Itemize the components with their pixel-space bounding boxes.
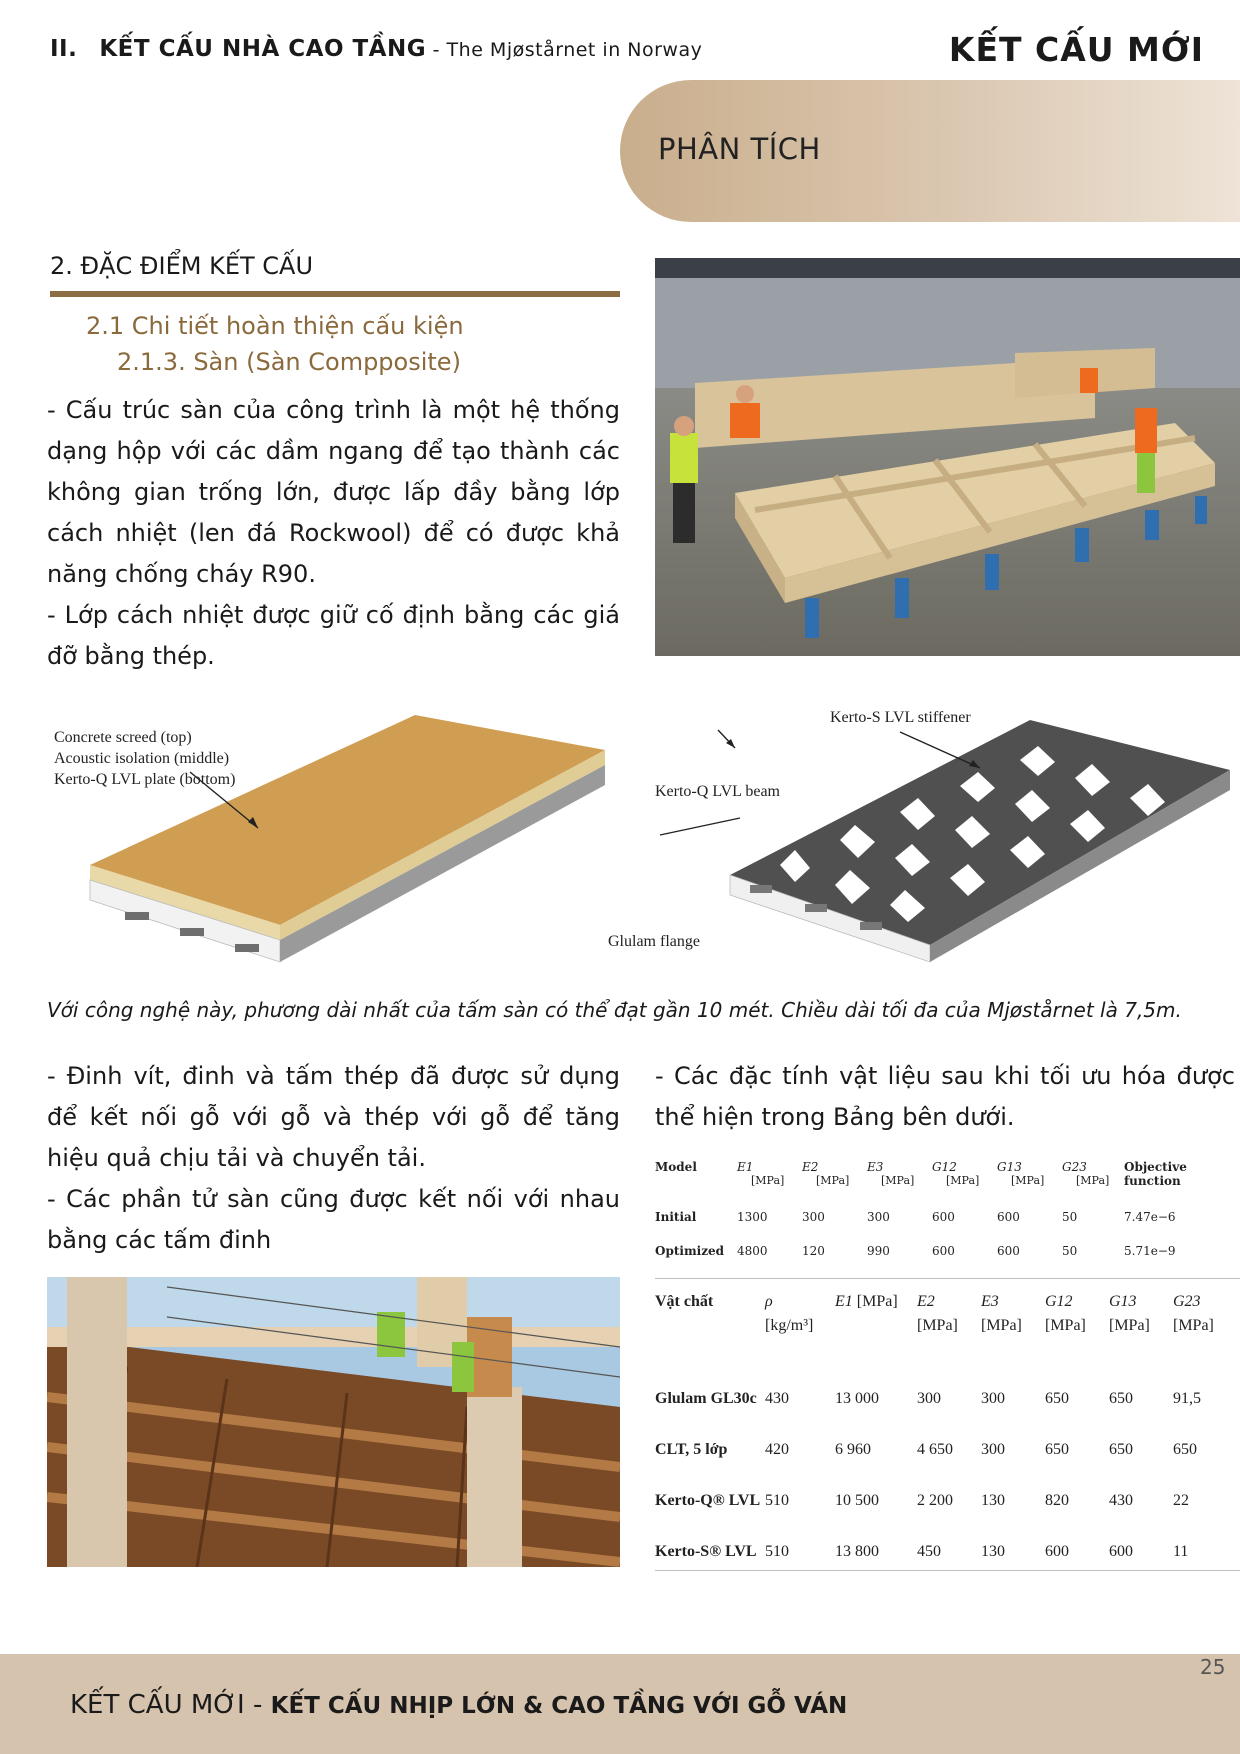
table-cell: 1300	[737, 1210, 768, 1224]
slab-frame-diagram	[600, 700, 1240, 980]
section-title: 2. ĐẶC ĐIỂM KẾT CẤU	[50, 252, 314, 280]
unit-label: [MPa]	[946, 1174, 980, 1187]
unit-label: [MPa]	[981, 1317, 1022, 1334]
table-cell: 430	[765, 1389, 789, 1407]
header-label: ρ	[765, 1293, 773, 1310]
table-cell: 50	[1062, 1210, 1078, 1224]
material-intro-text	[655, 1056, 1235, 1138]
header-label: E1	[737, 1160, 754, 1174]
banner-pill	[620, 80, 1240, 222]
factory-photo	[655, 258, 1240, 656]
row-label: Glulam GL30c	[655, 1389, 757, 1407]
unit-label: [MPa]	[1045, 1317, 1086, 1334]
table-row	[655, 1424, 1240, 1475]
table-cell: 650	[1109, 1440, 1133, 1458]
paragraph: - Đinh vít, đinh và tấm thép đã được sử dụng để kết nối gỗ với gỗ và thép với gỗ để tăng hiệu quả chịu tải và chuyển tải.	[47, 1062, 620, 1172]
table-cell: 2 200	[917, 1491, 953, 1509]
section-divider	[50, 291, 620, 297]
table-cell: 650	[1045, 1440, 1069, 1458]
unit-label: [MPa]	[856, 1293, 898, 1310]
slab-composite-diagram	[50, 700, 630, 980]
row-label: Optimized	[655, 1244, 725, 1258]
unit-label: [MPa]	[816, 1174, 850, 1187]
unit-label: [MPa]	[1173, 1317, 1214, 1334]
diagram-label-stiffener: Kerto-S LVL stiffener	[830, 709, 971, 726]
header-label: G12	[932, 1160, 957, 1174]
table-row	[655, 1475, 1240, 1526]
unit-label: [MPa]	[1011, 1174, 1045, 1187]
table-divider	[655, 1570, 1240, 1571]
table-cell: 4800	[737, 1244, 768, 1258]
section-number: II.	[50, 36, 78, 62]
column-header: Vật chất	[655, 1293, 714, 1310]
column-header	[932, 1160, 997, 1200]
footer-lead: KẾT CẤU MỚI -	[70, 1690, 271, 1720]
subsubsection-title: 2.1.3. Sàn (Sàn Compposite)	[117, 348, 461, 376]
header-label: G23	[1062, 1160, 1087, 1174]
table-cell: 4 650	[917, 1440, 953, 1458]
running-header	[50, 36, 702, 62]
table-cell: 130	[981, 1491, 1005, 1509]
footer-text	[70, 1690, 847, 1720]
header-label: E2	[917, 1293, 935, 1310]
table-cell: 10 500	[835, 1491, 879, 1509]
diagram-label-flange: Glulam flange	[608, 933, 700, 950]
section-header-title: KẾT CẤU NHÀ CAO TẦNG	[99, 36, 427, 62]
header-label: E3	[867, 1160, 884, 1174]
table-cell: 5.71e−9	[1124, 1244, 1176, 1258]
table-cell: 430	[1109, 1491, 1133, 1509]
table-cell: 300	[917, 1389, 941, 1407]
table-cell: 510	[765, 1491, 789, 1509]
table-cell: 11	[1173, 1542, 1189, 1560]
column-header	[835, 1285, 917, 1373]
table-cell: 130	[981, 1542, 1005, 1560]
unit-label: [MPa]	[1109, 1317, 1150, 1334]
table-header-row	[655, 1160, 1240, 1200]
table-cell: 650	[1045, 1389, 1069, 1407]
table-cell: 50	[1062, 1244, 1078, 1258]
table-row	[655, 1234, 1240, 1268]
header-label: G13	[1109, 1293, 1137, 1310]
banner-label: PHÂN TÍCH	[658, 132, 821, 166]
footer-bar	[0, 1654, 1240, 1754]
table-cell: 650	[1109, 1389, 1133, 1407]
table-cell: 450	[917, 1542, 941, 1560]
table-cell: 300	[981, 1440, 1005, 1458]
table-cell: 13 000	[835, 1389, 879, 1407]
table-cell: 300	[981, 1389, 1005, 1407]
material-properties-table	[655, 1285, 1240, 1577]
figure-caption: Với công nghệ này, phương dài nhất của tấm sàn có thể đạt gần 10 mét. Chiều dài tối đa của Mjøstårnet là 7,5m.	[47, 998, 1182, 1022]
column-header	[802, 1160, 867, 1200]
header-label: E1	[835, 1293, 853, 1310]
column-header	[917, 1285, 981, 1373]
footer-bold: KẾT CẤU NHỊP LỚN & CAO TẦNG VỚI GỖ VÁN	[270, 1693, 848, 1719]
row-label: CLT, 5 lớp	[655, 1440, 728, 1458]
column-header	[1173, 1285, 1240, 1373]
column-header	[997, 1160, 1062, 1200]
table-cell: 7.47e−6	[1124, 1210, 1176, 1224]
table-divider	[655, 1278, 1240, 1279]
unit-label: [MPa]	[1076, 1174, 1110, 1187]
brand-title: KẾT CẤU MỚI	[948, 30, 1204, 69]
row-label: Kerto-S® LVL	[655, 1542, 757, 1560]
table-cell: 600	[1045, 1542, 1069, 1560]
unit-label: [MPa]	[751, 1174, 785, 1187]
table-cell: 650	[1173, 1440, 1197, 1458]
column-header: Model	[655, 1160, 697, 1174]
table-cell: 820	[1045, 1491, 1069, 1509]
column-header	[1062, 1160, 1124, 1200]
table-cell: 13 800	[835, 1542, 879, 1560]
column-header	[867, 1160, 932, 1200]
header-label: E3	[981, 1293, 999, 1310]
column-header	[1109, 1285, 1173, 1373]
table-cell: 510	[765, 1542, 789, 1560]
table-cell: 120	[802, 1244, 825, 1258]
optimization-table	[655, 1160, 1240, 1268]
row-label: Kerto-Q® LVL	[655, 1491, 761, 1509]
header-label: G23	[1173, 1293, 1201, 1310]
floor-structure-text	[47, 390, 620, 677]
column-header: Objective function	[1124, 1160, 1187, 1188]
table-cell: 600	[997, 1210, 1020, 1224]
page-number: 25	[1200, 1655, 1226, 1679]
table-cell: 600	[1109, 1542, 1133, 1560]
unit-label: [MPa]	[881, 1174, 915, 1187]
paragraph: - Các phần tử sàn cũng được kết nối với nhau bằng các tấm đinh	[47, 1185, 620, 1254]
column-header	[981, 1285, 1045, 1373]
table-row	[655, 1373, 1240, 1424]
table-cell: 420	[765, 1440, 789, 1458]
construction-photo	[47, 1277, 620, 1567]
table-cell: 600	[932, 1210, 955, 1224]
table-cell: 6 960	[835, 1440, 871, 1458]
table-cell: 300	[802, 1210, 825, 1224]
table-cell: 600	[997, 1244, 1020, 1258]
paragraph: - Cấu trúc sàn của công trình là một hệ thống dạng hộp với các dầm ngang để tạo thành các không gian trống lớn, được lấp đầy bằng lớp cách nhiệt (len đá Rockwool) để có được khả năng chống cháy R90.	[47, 396, 620, 588]
column-header	[737, 1160, 802, 1200]
connection-text	[47, 1056, 620, 1261]
paragraph: - Các đặc tính vật liệu sau khi tối ưu hóa được thể hiện trong Bảng bên dưới.	[655, 1062, 1235, 1131]
diagram-label-concrete: Concrete screed (top)	[54, 729, 192, 746]
header-label: E2	[802, 1160, 819, 1174]
table-header-row	[655, 1285, 1240, 1373]
unit-label: [MPa]	[917, 1317, 958, 1334]
column-header	[765, 1285, 835, 1373]
header-label: G12	[1045, 1293, 1073, 1310]
table-cell: 300	[867, 1210, 890, 1224]
diagram-label-acoustic: Acoustic isolation (middle)	[54, 750, 230, 767]
table-cell: 990	[867, 1244, 890, 1258]
table-cell: 600	[932, 1244, 955, 1258]
table-row	[655, 1200, 1240, 1234]
diagram-label-beam: Kerto-Q LVL beam	[655, 783, 780, 800]
table-cell: 22	[1173, 1491, 1189, 1509]
column-header	[1045, 1285, 1109, 1373]
paragraph: - Lớp cách nhiệt được giữ cố định bằng các giá đỡ bằng thép.	[47, 601, 620, 670]
header-label: G13	[997, 1160, 1022, 1174]
row-label: Initial	[655, 1210, 697, 1224]
table-cell: 91,5	[1173, 1389, 1201, 1407]
section-header-subtitle: - The Mjøstårnet in Norway	[426, 39, 703, 61]
subsection-title: 2.1 Chi tiết hoàn thiện cấu kiện	[86, 312, 464, 340]
unit-label: [kg/m³]	[765, 1317, 814, 1334]
diagram-label-kerto-q-plate: Kerto-Q LVL plate (bottom)	[54, 771, 236, 788]
